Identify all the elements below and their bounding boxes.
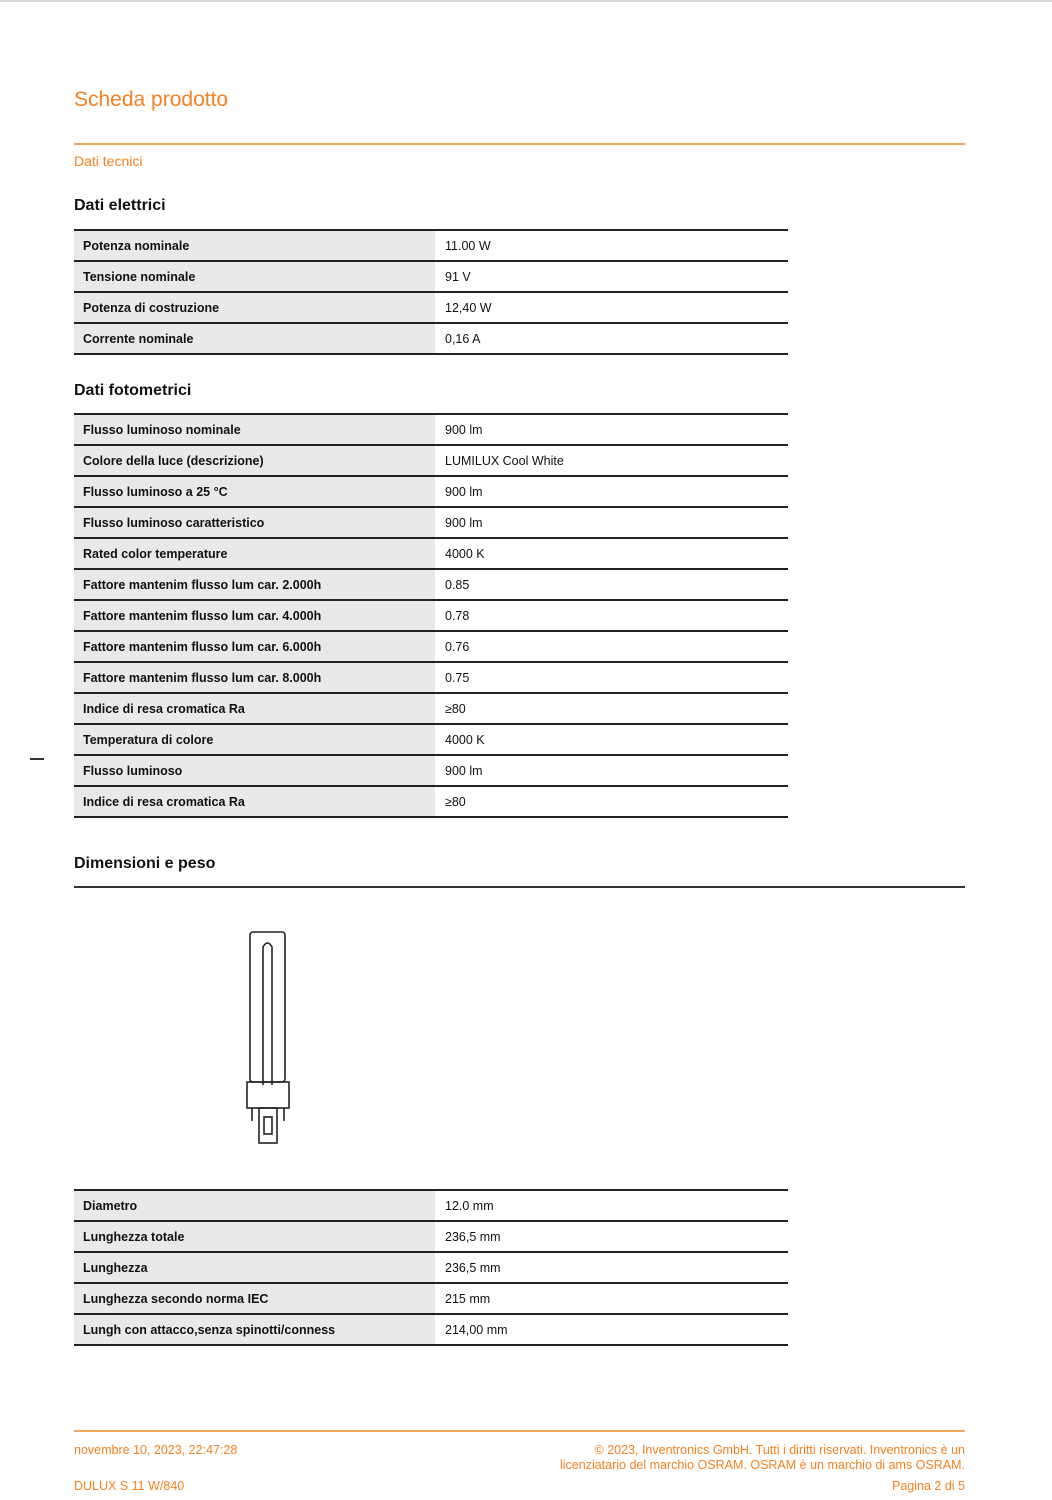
row-label: Fattore mantenim flusso lum car. 4.000h	[74, 601, 435, 630]
row-value: ≥80	[445, 794, 466, 809]
table-row	[74, 694, 788, 725]
row-label: Flusso luminoso a 25 °C	[74, 477, 435, 506]
row-value: ≥80	[445, 701, 466, 716]
photometric-table	[74, 413, 788, 818]
row-label: Lunghezza secondo norma IEC	[74, 1284, 435, 1313]
photometric-heading: Dati fotometrici	[74, 382, 192, 399]
row-value: 900 lm	[445, 515, 483, 530]
row-value: 236,5 mm	[445, 1229, 501, 1244]
row-value: 0.85	[445, 577, 470, 592]
row-value: 900 lm	[445, 422, 483, 437]
table-row	[74, 756, 788, 787]
table-row	[74, 231, 788, 262]
row-value: 900 lm	[445, 763, 483, 778]
row-label: Flusso luminoso caratteristico	[74, 508, 435, 537]
row-label: Fattore mantenim flusso lum car. 6.000h	[74, 632, 435, 661]
row-value: 4000 K	[445, 546, 485, 561]
row-label: Potenza di costruzione	[74, 293, 435, 322]
table-row	[74, 539, 788, 570]
table-row	[74, 725, 788, 756]
table-row	[74, 262, 788, 293]
row-label: Colore della luce (descrizione)	[74, 446, 435, 475]
row-label: Indice di resa cromatica Ra	[74, 787, 435, 816]
row-value: 0.75	[445, 670, 470, 685]
row-value: 0.76	[445, 639, 470, 654]
row-value: 91 V	[445, 269, 471, 284]
footer-divider	[74, 1430, 965, 1432]
row-value: 900 lm	[445, 484, 483, 499]
row-label: Potenza nominale	[74, 231, 435, 260]
row-label: Indice di resa cromatica Ra	[74, 694, 435, 723]
row-label: Diametro	[74, 1191, 435, 1220]
footer-date: novembre 10, 2023, 22:47:28	[74, 1443, 238, 1457]
table-row	[74, 1253, 788, 1284]
row-value: 215 mm	[445, 1291, 491, 1306]
table-row	[74, 601, 788, 632]
dimensions-heading: Dimensioni e peso	[74, 855, 216, 872]
row-label: Temperatura di colore	[74, 725, 435, 754]
row-label: Fattore mantenim flusso lum car. 8.000h	[74, 663, 435, 692]
row-label: Rated color temperature	[74, 539, 435, 568]
electrical-table	[74, 229, 788, 355]
table-row	[74, 1315, 788, 1346]
row-label: Flusso luminoso	[74, 756, 435, 785]
margin-mark	[30, 758, 44, 760]
copyright-line: licenziatario del marchio OSRAM. OSRAM è un marchio di ams OSRAM.	[560, 1458, 965, 1472]
electrical-heading: Dati elettrici	[74, 197, 166, 214]
table-row	[74, 446, 788, 477]
table-row	[74, 787, 788, 818]
table-row	[74, 663, 788, 694]
header-divider	[74, 143, 965, 145]
section-label: Dati tecnici	[74, 153, 143, 169]
table-row	[74, 477, 788, 508]
table-row	[74, 508, 788, 539]
row-label: Tensione nominale	[74, 262, 435, 291]
table-row	[74, 415, 788, 446]
row-label: Fattore mantenim flusso lum car. 2.000h	[74, 570, 435, 599]
row-value: 12,40 W	[445, 300, 492, 315]
row-label: Corrente nominale	[74, 324, 435, 353]
top-border	[0, 0, 1052, 2]
lamp-drawing	[240, 925, 300, 1150]
page-title: Scheda prodotto	[74, 88, 229, 111]
row-value: LUMILUX Cool White	[445, 453, 564, 468]
footer-copyright	[560, 1443, 965, 1473]
row-value: 0.78	[445, 608, 470, 623]
copyright-line: © 2023, Inventronics GmbH. Tutti i diritti riservati. Inventronics è un	[594, 1443, 965, 1457]
row-label: Lungh con attacco,senza spinotti/conness	[74, 1315, 435, 1344]
table-row	[74, 324, 788, 355]
dimensions-divider	[74, 886, 965, 888]
row-value: 214,00 mm	[445, 1322, 508, 1337]
table-row	[74, 1284, 788, 1315]
table-row	[74, 632, 788, 663]
page-number: Pagina 2 di 5	[892, 1479, 965, 1493]
table-row	[74, 570, 788, 601]
row-value: 12.0 mm	[445, 1198, 494, 1213]
row-label: Lunghezza	[74, 1253, 435, 1282]
row-value: 11.00 W	[445, 238, 491, 253]
row-value: 236,5 mm	[445, 1260, 501, 1275]
table-row	[74, 1191, 788, 1222]
row-value: 4000 K	[445, 732, 485, 747]
table-row	[74, 1222, 788, 1253]
row-label: Lunghezza totale	[74, 1222, 435, 1251]
table-row	[74, 293, 788, 324]
footer-product: DULUX S 11 W/840	[74, 1479, 185, 1493]
row-value: 0,16 A	[445, 331, 481, 346]
dimensions-table	[74, 1189, 788, 1346]
row-label: Flusso luminoso nominale	[74, 415, 435, 444]
